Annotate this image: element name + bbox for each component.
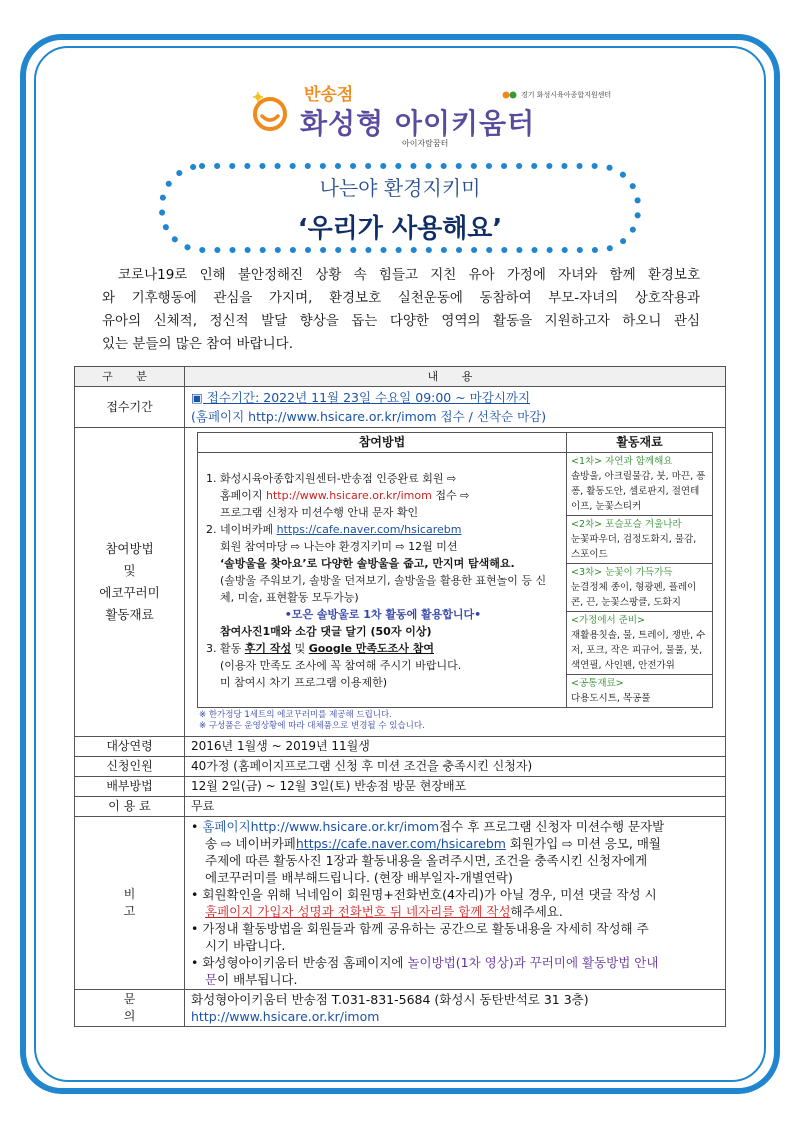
table-header-row xyxy=(75,367,726,387)
org-logo xyxy=(502,90,611,100)
title-line2: ‘우리가 사용해요’ xyxy=(297,214,503,244)
homepage-link[interactable]: http://www.hsicare.or.kr/imom xyxy=(266,488,432,502)
contact-url[interactable]: http://www.hsicare.or.kr/imom xyxy=(191,1009,380,1024)
row-delivery xyxy=(75,777,726,797)
cafe-link[interactable]: https://cafe.naver.com/hsicarebm xyxy=(276,522,462,536)
method-notes: ※ 한가정당 1세트의 에코꾸러미를 제공해 드립니다. ※ 구성품은 운영상황에 따라 대체품으로 변경될 수 있습니다. xyxy=(199,710,425,731)
row-apply-period xyxy=(75,387,726,428)
row-method xyxy=(75,428,726,737)
info-table xyxy=(74,366,726,1027)
header-category: 구 분 xyxy=(75,367,185,387)
logo-tagline: 아이자람꿈터 xyxy=(402,139,449,148)
label-fee: 이 용 료 xyxy=(75,797,185,817)
intro-paragraph xyxy=(102,264,700,356)
remarks-content: • 홈페이지http://www.hsicare.or.kr/imom접수 후 프로그램 신청자 미션수행 문자발 송 ⇨ 네이버카페https://cafe.naver.com/hsicarebm 회원가입 ⇨ 미션 응모, 매월 주제에 따른 활동사진 1장과 활동내용을 올려주시면, 조건을 충족시킨 신청자에게 에코꾸러미를 배부해드립니다. (현장 배부일자-개별연락) • 회원확인을 위해 닉네임이 회원명+전화번호(4자리)가 아닐 경우, 미션 댓글 작성 시 홈페이지 가입자 성명과 전화번호 뒤 네자리를 함께 작성해주세요. • 가정내 활동방법을 회원들과 함께 공유하는 공간으로 활동내용을 자세히 작성해 주 시기 바랍니다. • 화성형아이키움터 반송점 홈페이지에 놀이방법(1차 영상)과 꾸러미에 활동방법 안내 문이 배부됩니다. xyxy=(185,817,726,990)
title-line1: 나는야 환경지키미 xyxy=(319,176,481,200)
method-table xyxy=(197,432,713,708)
intro-line: 있는 분들의 많은 참여 바랍니다. xyxy=(102,336,293,352)
materials-header: 활동재료 xyxy=(567,433,713,453)
header-content: 내 용 xyxy=(185,367,726,387)
fee-value: 무료 xyxy=(185,797,726,817)
intro-line: 유아의 신체적, 정신적 발달 향상을 돕는 다양한 영역의 활동을 지원하고자 하오니 관심 xyxy=(102,313,700,329)
intro-line: 코로나19로 인해 불안정해진 상황 속 힘들고 지친 유아 가정에 자녀와 함께 환경보호 xyxy=(118,267,700,283)
label-capacity: 신청인원 xyxy=(75,757,185,777)
label-contact: 문 의 xyxy=(75,990,185,1027)
apply-period-url[interactable]: (홈페이지 http://www.hsicare.or.kr/imom 접수 / 선착순 마감) xyxy=(191,409,547,424)
label-remarks: 비 고 xyxy=(75,817,185,990)
label-method: 참여방법 및 에코꾸러미 활동재료 xyxy=(75,428,185,737)
method-header: 참여방법 xyxy=(198,433,567,453)
intro-line: 와 기후행동에 관심을 가지며, 환경보호 실천운동에 동참하여 부모-자녀의 상호작용과 xyxy=(102,290,700,306)
row-contact xyxy=(75,990,726,1027)
material-2: <2차> 포슬포슬 겨울나라 눈꽃파우더, 검정도화지, 물감, 스포이드 xyxy=(567,516,713,564)
material-5: <공통재료> 다용도시트, 목공풀 xyxy=(567,675,713,708)
row-fee xyxy=(75,797,726,817)
row-capacity xyxy=(75,757,726,777)
label-apply-period: 접수기간 xyxy=(75,387,185,428)
material-4: <가정에서 준비> 재활용칫솔, 물, 트레이, 쟁반, 수저, 포크, 작은 피규어, 물풀, 붓, 색연필, 사인펜, 안전가위 xyxy=(567,612,713,675)
label-delivery: 배부방법 xyxy=(75,777,185,797)
delivery-value: 12월 2일(금) ~ 12월 3일(토) 반송점 방문 현장배포 xyxy=(185,777,726,797)
label-target-age: 대상연령 xyxy=(75,737,185,757)
row-target-age xyxy=(75,737,726,757)
org-mark-icon xyxy=(502,90,518,100)
material-1: <1차> 자연과 함께해요 솔방울, 아크릴물감, 붓, 마끈, 퐁퐁, 활동도안, 셀로판지, 절연테이프, 눈꽃스티커 xyxy=(567,453,713,516)
remarks-cafe-link[interactable]: https://cafe.naver.com/hsicarebm xyxy=(295,836,506,851)
row-remarks xyxy=(75,817,726,990)
smiley-logo-icon xyxy=(250,92,290,132)
method-steps: 1. 화성시육아종합지원센터-반송점 인증완료 회원 ⇨ 홈페이지 http://www.hsicare.or.kr/imom 접수 ⇨ 프로그램 신청자 미션수행 안내 문자 확인 2. 네이버카페 https://cafe.naver.com/hsicarebm 회원 참여마당 ⇨ 나는야 환경지키미 ⇨ 12월 미션 ‘솔방울을 찾아요’로 다양한 솔방울을 줍고, 만지며 탐색해요. (솔방울 주워보기, 솔방울 던져보기, 솔방울을 활용한 표현놀이 등 신체, 미술, 표현활동 모두가능) •모은 솔방울로 1차 활동에 활용합니다• 참여사진1매와 소감 댓글 달기 (50자 이상) 3. 활동 후기 작성 및 Google 만족도조사 참여 (이용자 만족도 조사에 꼭 참여해 주시기 바랍니다. 미 참여시 차기 프로그램 이용제한) xyxy=(198,453,567,708)
material-3: <3차> 눈꽃이 가득가득 눈결정체 종이, 형광펜, 플레이콘, 끈, 눈꽃스팡클, 도화지 xyxy=(567,564,713,612)
capacity-value: 40가정 (홈페이지프로그램 신청 후 미션 조건을 충족시킨 신청자) xyxy=(185,757,726,777)
apply-period-date: ▣ 접수기간: 2022년 11월 23일 수요일 09:00 ~ 마감시까지 xyxy=(191,390,531,405)
contact-info: 화성형아이키움터 반송점 T.031-831-5684 (화성시 동탄반석로 31 3층) xyxy=(191,992,589,1007)
target-age-value: 2016년 1월생 ~ 2019년 11월생 xyxy=(185,737,726,757)
remarks-homepage-link[interactable]: 홈페이지http://www.hsicare.or.kr/imom xyxy=(202,819,440,834)
org-name: 경기 화성시육아종합지원센터 xyxy=(521,91,612,99)
logo-branch: 반송점 xyxy=(304,85,354,105)
logo xyxy=(250,76,550,156)
logo-name: 화성형 아이키움터 xyxy=(300,107,536,140)
